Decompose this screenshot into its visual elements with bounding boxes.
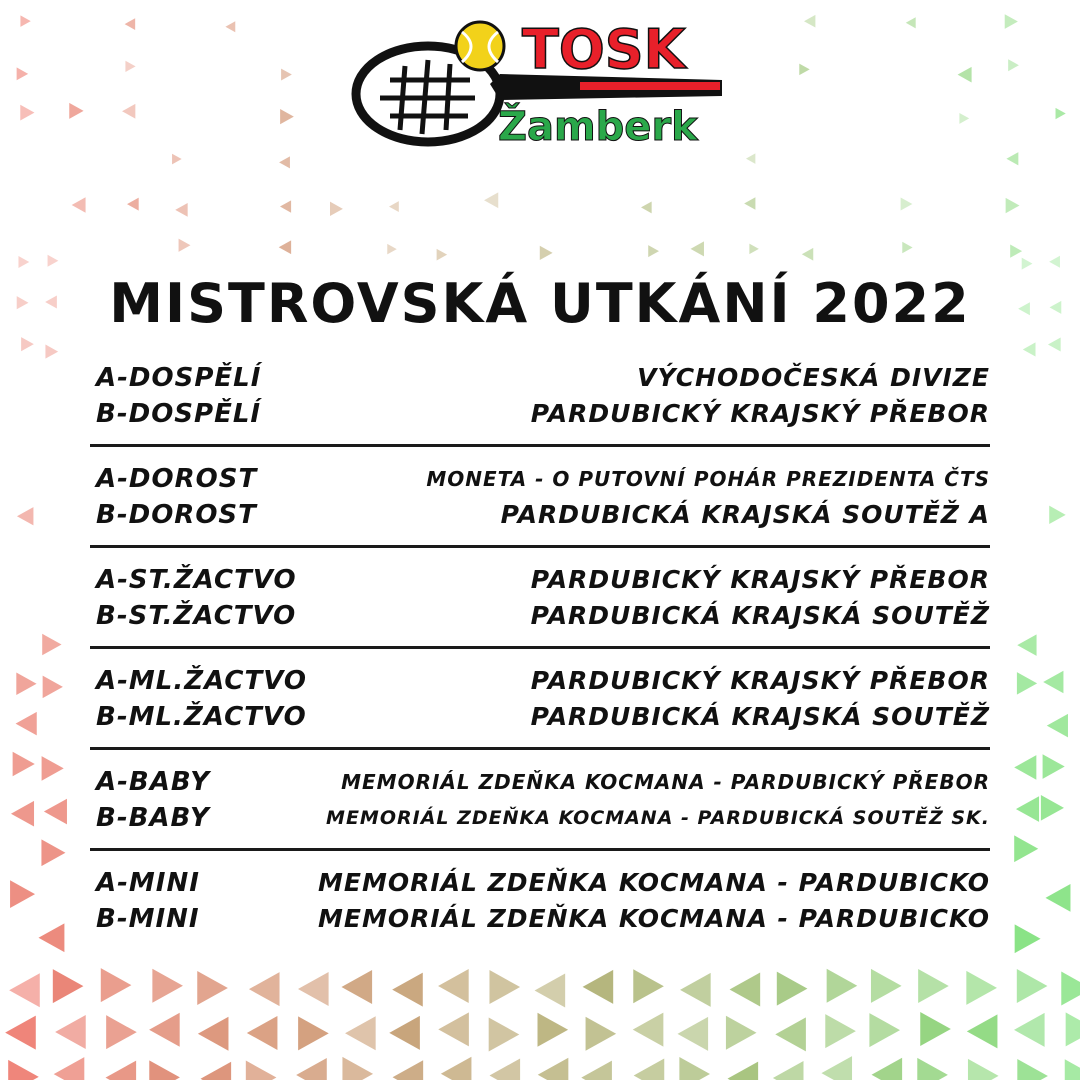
pattern-triangle <box>678 1017 709 1051</box>
pattern-triangle <box>48 255 59 267</box>
pattern-triangle <box>901 197 913 210</box>
pattern-triangle <box>484 192 498 208</box>
pattern-triangle <box>959 113 969 124</box>
pattern-triangle <box>389 1016 420 1050</box>
pattern-triangle <box>1010 245 1022 258</box>
pattern-triangle <box>387 244 396 255</box>
pattern-triangle <box>438 969 469 1003</box>
pattern-triangle <box>489 1059 520 1080</box>
pattern-triangle <box>586 1017 617 1051</box>
competition-label: VÝCHODOČESKÁ DIVIZE <box>637 363 990 392</box>
pattern-triangle <box>345 1016 376 1050</box>
pattern-triangle <box>18 256 29 268</box>
pattern-triangle <box>149 1060 180 1080</box>
pattern-triangle <box>197 971 228 1005</box>
table-row <box>90 396 990 432</box>
pattern-triangle <box>1017 634 1036 655</box>
pattern-triangle <box>38 923 64 952</box>
pattern-triangle <box>298 1016 329 1050</box>
category-label: A-BABY <box>96 767 211 797</box>
pattern-triangle <box>1043 671 1063 694</box>
category-label: A-MINI <box>96 868 200 898</box>
pattern-triangle <box>1008 59 1019 71</box>
pattern-triangle <box>152 969 183 1003</box>
pattern-triangle <box>799 64 809 76</box>
table-row <box>90 699 990 735</box>
competition-label: PARDUBICKÁ KRAJSKÁ SOUTĚŽ <box>530 601 990 630</box>
pattern-triangle <box>1022 258 1033 270</box>
pattern-triangle <box>648 245 659 257</box>
competition-label: PARDUBICKÝ KRAJSKÝ PŘEBOR <box>530 565 990 594</box>
competition-label: MEMORIÁL ZDEŇKA KOCMANA - PARDUBICKO <box>318 904 990 933</box>
club-logo <box>350 18 725 150</box>
pattern-triangle <box>249 972 280 1006</box>
pattern-triangle <box>72 197 86 212</box>
pattern-triangle <box>42 756 64 781</box>
pattern-triangle <box>777 972 808 1006</box>
table-row <box>90 800 990 836</box>
pattern-triangle <box>441 1057 472 1080</box>
pattern-triangle <box>281 69 292 81</box>
category-group <box>90 649 990 750</box>
pattern-triangle <box>1061 972 1080 1006</box>
pattern-triangle <box>1017 1059 1048 1080</box>
pattern-triangle <box>9 973 40 1007</box>
table-row <box>90 598 990 634</box>
pattern-triangle <box>633 1013 664 1047</box>
pattern-triangle <box>45 345 58 359</box>
pattern-triangle <box>389 201 399 212</box>
pattern-triangle <box>871 969 902 1003</box>
table-row <box>90 562 990 598</box>
category-label: B-BABY <box>96 803 210 833</box>
pattern-triangle <box>804 15 815 28</box>
category-group <box>90 447 990 548</box>
pattern-triangle <box>1014 1013 1045 1047</box>
pattern-triangle <box>906 17 916 28</box>
category-group <box>90 358 990 447</box>
pattern-triangle <box>280 200 291 212</box>
pattern-triangle <box>633 969 664 1003</box>
pattern-triangle <box>902 242 912 253</box>
pattern-triangle <box>869 1013 900 1047</box>
pattern-triangle <box>69 103 83 119</box>
pattern-triangle <box>728 1062 759 1080</box>
pattern-triangle <box>10 880 35 908</box>
pattern-triangle <box>201 1062 232 1080</box>
competition-label: MEMORIÁL ZDEŇKA KOCMANA - PARDUBICKÝ PŘEBOR <box>341 770 990 794</box>
competition-label: MEMORIÁL ZDEŇKA KOCMANA - PARDUBICKO <box>318 868 990 897</box>
pattern-triangle <box>20 15 30 26</box>
table-row <box>90 865 990 901</box>
pattern-triangle <box>872 1058 903 1080</box>
pattern-triangle <box>179 239 191 252</box>
pattern-triangle <box>1049 256 1060 268</box>
pattern-triangle <box>149 1013 180 1047</box>
table-row <box>90 663 990 699</box>
pattern-triangle <box>726 1016 757 1050</box>
competition-label: PARDUBICKÝ KRAJSKÝ PŘEBOR <box>530 399 990 428</box>
pattern-triangle <box>1049 506 1065 524</box>
pattern-triangle <box>634 1059 665 1080</box>
category-label: B-ST.ŽACTVO <box>96 601 297 631</box>
pattern-triangle <box>581 1061 612 1080</box>
pattern-triangle <box>11 801 34 827</box>
table-row <box>90 360 990 396</box>
pattern-triangle <box>330 202 343 216</box>
pattern-triangle <box>1047 714 1068 738</box>
pattern-triangle <box>1014 755 1036 780</box>
pattern-triangle <box>280 109 294 124</box>
pattern-triangle <box>127 198 139 211</box>
pattern-triangle <box>17 507 33 525</box>
pattern-triangle <box>175 203 187 217</box>
pattern-triangle <box>821 1056 852 1080</box>
table-row <box>90 461 990 497</box>
pattern-triangle <box>920 1012 951 1046</box>
pattern-triangle <box>53 969 84 1003</box>
pattern-triangle <box>583 970 614 1004</box>
pattern-triangle <box>106 1061 137 1080</box>
category-label: A-DOROST <box>96 464 258 494</box>
pattern-triangle <box>247 1016 278 1050</box>
pattern-triangle <box>641 201 652 213</box>
table-row <box>90 901 990 937</box>
pattern-triangle <box>1005 14 1018 29</box>
pattern-triangle <box>298 972 329 1006</box>
pattern-triangle <box>392 973 423 1007</box>
category-label: B-ML.ŽACTVO <box>96 702 307 732</box>
pattern-triangle <box>1015 924 1041 953</box>
category-group <box>90 851 990 949</box>
pattern-triangle <box>773 1061 804 1080</box>
pattern-triangle <box>958 67 972 83</box>
pattern-triangle <box>42 634 61 655</box>
pattern-triangle <box>679 1057 710 1080</box>
logo-city: Žamberk <box>498 104 698 150</box>
table-row <box>90 497 990 533</box>
pattern-triangle <box>918 969 949 1003</box>
pattern-triangle <box>122 104 135 119</box>
pattern-triangle <box>279 156 290 168</box>
pattern-triangle <box>54 1057 85 1080</box>
competition-label: MEMORIÁL ZDEŇKA KOCMANA - PARDUBICKÁ SOUTĚŽ SK. <box>326 807 990 829</box>
category-group <box>90 548 990 649</box>
pattern-triangle <box>825 1014 856 1048</box>
page-title: MISTROVSKÁ UTKÁNÍ 2022 <box>109 272 971 335</box>
pattern-triangle <box>341 970 372 1004</box>
table-row <box>90 764 990 800</box>
pattern-triangle <box>44 799 67 825</box>
pattern-triangle <box>802 248 813 261</box>
category-label: B-MINI <box>96 904 200 934</box>
pattern-triangle <box>5 1016 36 1050</box>
pattern-triangle <box>538 1058 569 1080</box>
pattern-triangle <box>437 249 447 261</box>
pattern-triangle <box>966 971 997 1005</box>
pattern-triangle <box>1045 884 1070 912</box>
pattern-triangle <box>1014 835 1038 862</box>
pattern-triangle <box>489 970 520 1004</box>
pattern-triangle <box>172 154 182 165</box>
competition-label: PARDUBICKÝ KRAJSKÝ PŘEBOR <box>530 666 990 695</box>
pattern-triangle <box>393 1060 424 1080</box>
league-table <box>90 358 990 949</box>
pattern-triangle <box>8 1060 39 1080</box>
pattern-triangle <box>296 1058 327 1080</box>
pattern-triangle <box>246 1061 277 1080</box>
pattern-triangle <box>21 337 34 351</box>
pattern-triangle <box>43 676 63 699</box>
pattern-triangle <box>746 153 755 163</box>
category-label: B-DOROST <box>96 500 257 530</box>
pattern-triangle <box>827 969 858 1003</box>
pattern-triangle <box>125 61 135 72</box>
competition-label: MONETA - O PUTOVNÍ POHÁR PREZIDENTA ČTS <box>426 467 990 491</box>
pattern-triangle <box>749 244 758 255</box>
category-label: A-ML.ŽACTVO <box>96 666 307 696</box>
competition-label: PARDUBICKÁ KRAJSKÁ SOUTĚŽ A <box>500 500 990 529</box>
pattern-triangle <box>20 105 34 121</box>
pattern-triangle <box>106 1015 137 1049</box>
pattern-triangle <box>438 1012 469 1046</box>
pattern-triangle <box>17 67 29 80</box>
pattern-triangle <box>1006 152 1018 165</box>
pattern-triangle <box>13 752 35 777</box>
pattern-triangle <box>775 1017 806 1051</box>
pattern-triangle <box>55 1015 86 1049</box>
pattern-triangle <box>279 240 291 254</box>
pattern-triangle <box>680 973 711 1007</box>
category-label: B-DOSPĚLÍ <box>96 399 262 429</box>
category-label: A-DOSPĚLÍ <box>96 363 262 393</box>
category-group <box>90 750 990 851</box>
pattern-triangle <box>198 1017 229 1051</box>
category-label: A-ST.ŽACTVO <box>96 565 297 595</box>
pattern-triangle <box>730 973 761 1007</box>
pattern-triangle <box>691 241 704 256</box>
pattern-triangle <box>101 968 132 1002</box>
racket-strings-icon <box>380 60 475 134</box>
pattern-triangle <box>537 1013 568 1047</box>
logo-name: TOSK <box>522 18 686 81</box>
pattern-triangle <box>968 1059 999 1080</box>
pattern-triangle <box>1066 1012 1080 1046</box>
pattern-triangle <box>744 197 755 210</box>
pattern-triangle <box>1006 198 1020 213</box>
pattern-triangle <box>1016 796 1039 822</box>
pattern-triangle <box>41 839 65 866</box>
pattern-triangle <box>1017 969 1048 1003</box>
pattern-triangle <box>16 712 37 736</box>
pattern-triangle <box>967 1014 998 1048</box>
pattern-triangle <box>342 1057 373 1080</box>
pattern-triangle <box>125 18 136 30</box>
pattern-triangle <box>1065 1059 1080 1080</box>
pattern-triangle <box>1017 672 1037 695</box>
pattern-triangle <box>1048 337 1061 351</box>
pattern-triangle <box>225 21 235 32</box>
pattern-triangle <box>489 1018 520 1052</box>
pattern-triangle <box>535 974 566 1008</box>
pattern-triangle <box>917 1058 948 1080</box>
pattern-triangle <box>540 246 553 260</box>
competition-label: PARDUBICKÁ KRAJSKÁ SOUTĚŽ <box>530 702 990 731</box>
pattern-triangle <box>1041 795 1064 821</box>
pattern-triangle <box>1056 108 1066 119</box>
pattern-triangle <box>1043 754 1065 779</box>
pattern-triangle <box>1023 342 1036 356</box>
pattern-triangle <box>16 672 36 695</box>
